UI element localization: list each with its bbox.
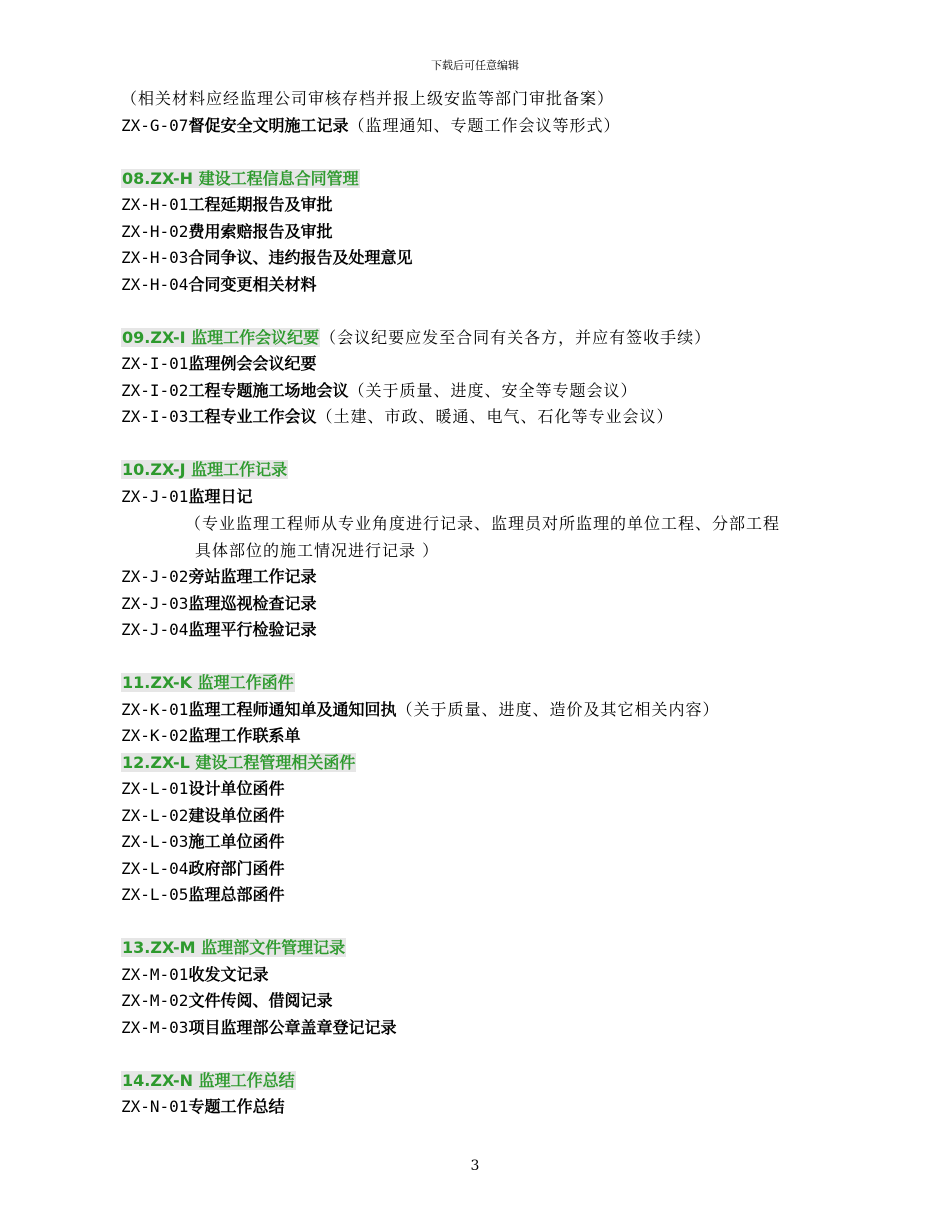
item-title: 工程专题施工场地会议 — [188, 380, 349, 400]
item-code: ZX-J-04 — [121, 620, 189, 639]
item-code: ZX-K-01 — [121, 699, 189, 719]
list-item-i01 — [121, 351, 861, 378]
list-item-g07 — [121, 113, 861, 140]
list-item-m01 — [121, 962, 861, 989]
j01-note — [121, 510, 845, 564]
list-item-j04 — [121, 617, 861, 644]
list-item-h02 — [121, 219, 861, 246]
item-title: 旁站监理工作记录 — [188, 567, 317, 586]
note-text: （相关材料应经监理公司审核存档并报上级安监等部门审批备案） — [121, 89, 615, 108]
intro-note — [121, 86, 861, 113]
section-heading-11 — [121, 670, 861, 697]
list-item-i03 — [121, 404, 861, 431]
section-heading-14 — [121, 1068, 861, 1095]
item-code: ZX-H-03 — [121, 248, 189, 267]
section-heading-10 — [121, 457, 861, 484]
list-item-h04 — [121, 272, 861, 299]
item-title: 项目监理部公章盖章登记记录 — [188, 1017, 397, 1037]
item-title: 设计单位函件 — [188, 779, 285, 798]
item-title: 工程延期报告及审批 — [188, 195, 333, 214]
document-body — [121, 86, 861, 1121]
item-note: （土建、市政、暖通、电气、石化等专业会议） — [316, 407, 674, 426]
item-title: 监理工程师通知单及通知回执 — [188, 699, 397, 719]
section-heading-09 — [121, 325, 861, 352]
item-note: （监理通知、专题工作会议等形式） — [348, 115, 621, 135]
item-code: ZX-I-02 — [121, 380, 189, 400]
item-title: 施工单位函件 — [188, 832, 285, 851]
item-code: ZX-H-04 — [121, 274, 189, 294]
list-item-k01 — [121, 697, 861, 724]
item-code: ZX-I-03 — [121, 407, 189, 426]
item-title: 监理平行检验记录 — [188, 620, 317, 639]
list-item-m03 — [121, 1015, 861, 1042]
item-code: ZX-K-02 — [121, 726, 189, 745]
section-title: 09.ZX-I 监理工作会议纪要 — [122, 327, 320, 347]
note-line-1: （专业监理工程师从专业角度进行记录、监理员对所监理的单位工程、分部工程 — [185, 514, 781, 533]
item-code: ZX-L-05 — [121, 885, 189, 904]
item-title: 监理工作联系单 — [188, 726, 301, 745]
section-title: 08.ZX-H 建设工程信息合同管理 — [122, 168, 359, 188]
item-code: ZX-G-07 — [121, 115, 189, 135]
item-code: ZX-M-01 — [121, 964, 189, 984]
item-code: ZX-L-03 — [121, 832, 189, 851]
item-title: 工程专业工作会议 — [188, 407, 317, 426]
list-item-j03 — [121, 591, 861, 618]
item-title: 合同变更相关材料 — [188, 274, 317, 294]
section-heading-13 — [121, 935, 861, 962]
item-title: 建设单位函件 — [188, 805, 285, 825]
section-note: （会议纪要应发至合同有关各方，并应有签收手续） — [320, 327, 712, 347]
item-code: ZX-M-03 — [121, 1017, 189, 1037]
item-title: 督促安全文明施工记录 — [188, 115, 349, 135]
section-heading-08 — [121, 166, 861, 193]
item-title: 文件传阅、借阅记录 — [188, 991, 333, 1010]
item-code: ZX-L-04 — [121, 858, 189, 878]
item-title: 政府部门函件 — [188, 858, 285, 878]
list-item-l04 — [121, 856, 861, 883]
list-item-h01 — [121, 192, 861, 219]
list-item-l05 — [121, 882, 861, 909]
list-item-j01 — [121, 484, 861, 511]
page-number: 3 — [470, 1158, 480, 1174]
item-code: ZX-M-02 — [121, 991, 189, 1010]
list-item-k02 — [121, 723, 861, 750]
section-heading-12 — [121, 750, 861, 777]
section-title: 11.ZX-K 监理工作函件 — [122, 673, 294, 692]
list-item-l02 — [121, 803, 861, 830]
item-title: 收发文记录 — [188, 964, 269, 984]
item-title: 专题工作总结 — [188, 1097, 285, 1116]
page-header: 下载后可任意编辑 — [431, 59, 519, 72]
list-item-m02 — [121, 988, 861, 1015]
section-title: 10.ZX-J 监理工作记录 — [122, 460, 288, 479]
item-title: 费用索赔报告及审批 — [188, 221, 333, 241]
item-code: ZX-H-01 — [121, 195, 189, 214]
item-code: ZX-I-01 — [121, 354, 189, 373]
list-item-j02 — [121, 564, 861, 591]
item-code: ZX-H-02 — [121, 221, 189, 241]
item-title: 监理巡视检查记录 — [188, 593, 317, 613]
item-note: （关于质量、进度、造价及其它相关内容） — [396, 699, 720, 719]
item-title: 监理总部函件 — [188, 885, 285, 904]
item-code: ZX-N-01 — [121, 1097, 189, 1116]
item-note: （关于质量、进度、安全等专题会议） — [348, 380, 638, 400]
note-line-2: 具体部位的施工情况进行记录 ） — [195, 541, 440, 560]
list-item-h03 — [121, 245, 861, 272]
list-item-l01 — [121, 776, 861, 803]
list-item-i02 — [121, 378, 861, 405]
list-item-l03 — [121, 829, 861, 856]
item-code: ZX-J-01 — [121, 486, 189, 506]
item-code: ZX-J-03 — [121, 593, 189, 613]
section-title: 12.ZX-L 建设工程管理相关函件 — [122, 752, 356, 772]
list-item-n01 — [121, 1094, 861, 1121]
item-code: ZX-J-02 — [121, 567, 189, 586]
section-title: 14.ZX-N 监理工作总结 — [122, 1070, 295, 1090]
section-title: 13.ZX-M 监理部文件管理记录 — [122, 938, 346, 957]
item-code: ZX-L-01 — [121, 779, 189, 798]
item-title: 合同争议、违约报告及处理意见 — [188, 248, 413, 267]
item-title: 监理日记 — [188, 486, 253, 506]
item-title: 监理例会会议纪要 — [188, 354, 317, 373]
item-code: ZX-L-02 — [121, 805, 189, 825]
